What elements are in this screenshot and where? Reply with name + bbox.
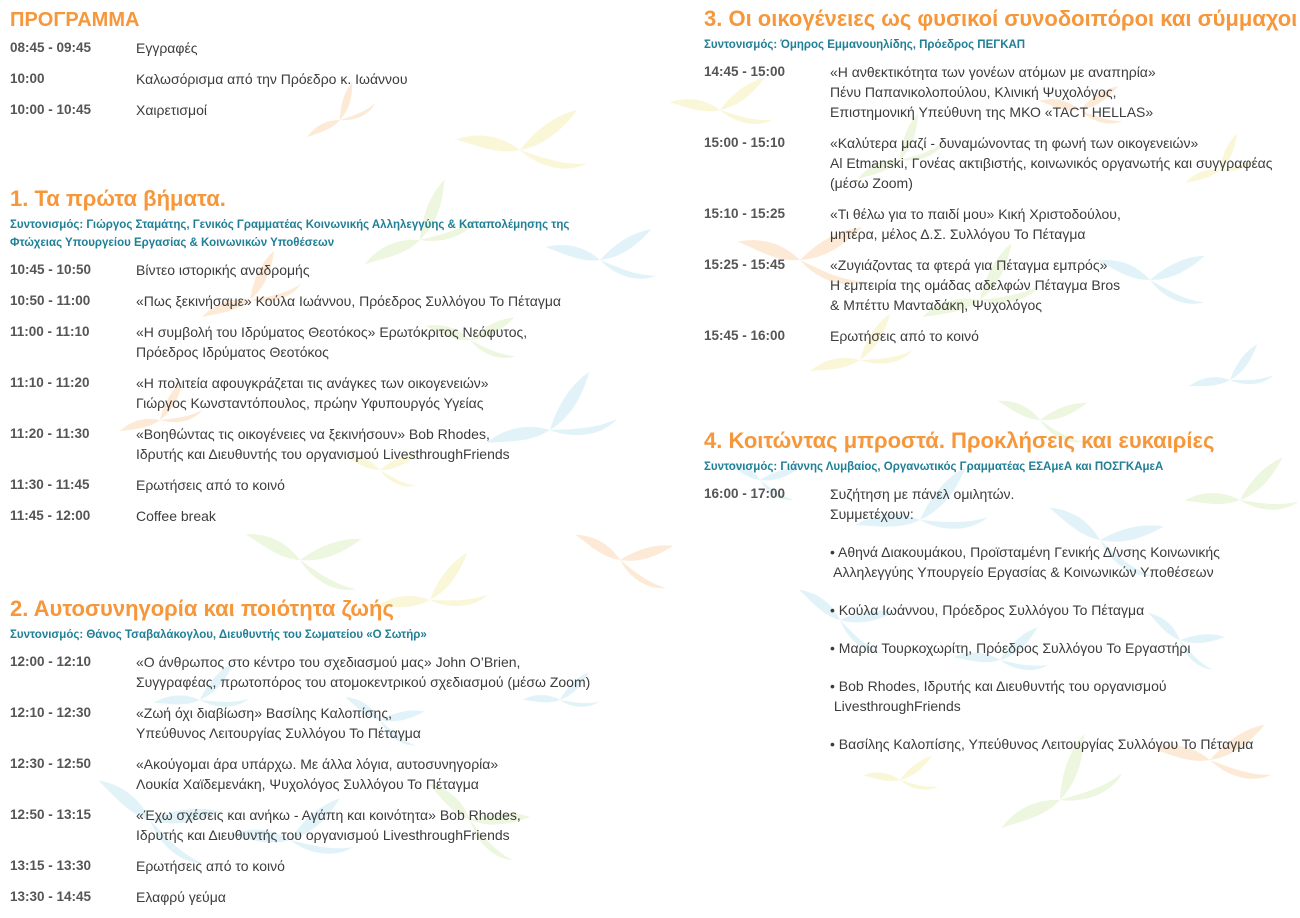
panel-speakers-list	[830, 542, 1300, 754]
panel-speaker-line: • Μαρία Τουρκοχωρίτη, Πρόεδρος Συλλόγου Το Εργαστήρι	[830, 640, 1191, 656]
schedule-row	[10, 38, 650, 58]
programme-section	[10, 8, 650, 131]
session-line: Χαιρετισμοί	[136, 102, 207, 118]
schedule-row	[704, 484, 1300, 524]
session-time: 12:30 - 12:50	[10, 756, 92, 771]
session-time: 12:00 - 12:10	[10, 654, 92, 669]
session-line: Βίντεο ιστορικής αναδρομής	[136, 262, 310, 278]
schedule-row	[10, 69, 650, 89]
schedule-row	[10, 506, 650, 526]
session-description	[136, 424, 650, 464]
session-time: 14:45 - 15:00	[704, 64, 786, 79]
session-description	[136, 100, 650, 120]
session-description	[136, 856, 650, 876]
section-1-title: 1. Τα πρώτα βήματα.	[10, 186, 226, 211]
session-description	[136, 652, 650, 692]
section-4	[704, 428, 1300, 772]
schedule-row	[704, 326, 1300, 346]
session-line: Συζήτηση με πάνελ ομιλητών.	[830, 486, 1015, 502]
schedule-row	[10, 373, 650, 413]
session-line: Ερωτήσεις από το κοινό	[830, 328, 979, 344]
schedule-row	[704, 204, 1300, 244]
session-line: «Η ανθεκτικότητα των γονέων ατόμων με αναπηρία»	[830, 64, 1156, 80]
session-line: «Ακούγομαι άρα υπάρχω. Με άλλα λόγια, αυτοσυνηγορία»	[136, 756, 499, 772]
session-line: Ιδρυτής και Διευθυντής του οργανισμού LivesthroughFriends	[136, 446, 510, 462]
session-time: 13:15 - 13:30	[10, 858, 92, 873]
session-line: «Έχω σχέσεις και ανήκω - Αγάπη και κοινότητα» Bob Rhodes,	[136, 807, 521, 823]
session-time: 12:50 - 13:15	[10, 807, 92, 822]
schedule-row	[10, 322, 650, 362]
schedule-row	[10, 424, 650, 464]
session-time: 12:10 - 12:30	[10, 705, 92, 720]
session-description	[136, 506, 650, 526]
session-line: «Τι θέλω για το παιδί μου» Κική Χριστοδούλου,	[830, 206, 1121, 222]
session-time: 13:30 - 14:45	[10, 889, 92, 904]
session-line: Συγγραφέας, πρωτοπόρος του ατομοκεντρικού σχεδιασμού (μέσω Zoom)	[136, 674, 591, 690]
session-time: 10:50 - 11:00	[10, 293, 91, 308]
section-2-title: 2. Αυτοσυνηγορία και ποιότητα ζωής	[10, 596, 394, 621]
session-line: Υπεύθυνος Λειτουργίας Συλλόγου Το Πέταγμα	[136, 725, 421, 741]
panel-speaker-line: • Αθηνά Διακουμάκου, Προϊσταμένη Γενικής Δ/νσης Κοινωνικής	[830, 544, 1220, 560]
schedule-row	[10, 805, 650, 845]
session-line: «Η πολιτεία αφουγκράζεται τις ανάγκες των οικογενειών»	[136, 375, 489, 391]
panel-speaker	[830, 542, 1300, 582]
session-line: Η εμπειρία της ομάδας αδελφών Πέταγμα Bros	[830, 277, 1121, 293]
programme-rows	[10, 38, 650, 120]
session-time: 11:00 - 11:10	[10, 324, 90, 339]
schedule-row	[704, 62, 1300, 122]
session-time: 15:25 - 15:45	[704, 257, 786, 272]
panel-speaker	[830, 600, 1300, 620]
session-description	[830, 255, 1300, 315]
moderator-line: Φτώχειας Υπουργείου Εργασίας & Κοινωνικών Υποθέσεων	[10, 237, 335, 249]
session-description	[136, 260, 650, 280]
session-line: Ιδρυτής και Διευθυντής του οργανισμού LivesthroughFriends	[136, 827, 510, 843]
section-4-rows	[704, 484, 1300, 524]
session-time: 10:00	[10, 71, 45, 86]
schedule-row	[704, 255, 1300, 315]
session-time: 10:00 - 10:45	[10, 102, 92, 117]
session-description	[136, 703, 650, 743]
session-line: «Ο άνθρωπος στο κέντρο του σχεδιασμού μας» John O’Brien,	[136, 654, 521, 670]
session-description	[136, 475, 650, 495]
section-3	[704, 6, 1300, 357]
session-description	[830, 62, 1300, 122]
section-3-moderation	[704, 36, 1300, 54]
session-line: Συμμετέχουν:	[830, 506, 914, 522]
session-line: & Μπέττυ Μανταδάκη, Ψυχολόγος	[830, 297, 1042, 313]
session-line: «Ζωή όχι διαβίωση» Βασίλης Καλοπίσης,	[136, 705, 392, 721]
session-description	[136, 291, 650, 311]
schedule-row	[10, 856, 650, 876]
schedule-row	[704, 133, 1300, 193]
session-description	[830, 133, 1300, 193]
schedule-row	[10, 475, 650, 495]
session-description	[136, 887, 650, 907]
session-line: Πένυ Παπανικολοπούλου, Κλινική Ψυχολόγος,	[830, 84, 1117, 100]
session-description	[136, 373, 650, 413]
section-1-moderation	[10, 216, 650, 252]
schedule-row	[10, 887, 650, 907]
session-time: 15:00 - 15:10	[704, 135, 786, 150]
moderator-line: Συντονισμός: Θάνος Τσαβαλάκογλου, Διευθυντής του Σωματείου «Ο Σωτήρ»	[10, 629, 427, 641]
session-line: «Ζυγιάζοντας τα φτερά για Πέταγμα εμπρός»	[830, 257, 1108, 273]
session-line: Ελαφρύ γεύμα	[136, 889, 226, 905]
section-4-moderation	[704, 458, 1300, 476]
panel-speaker	[830, 676, 1300, 716]
section-4-title: 4. Κοιτώντας μπροστά. Προκλήσεις και ευκαιρίες	[704, 428, 1215, 453]
moderator-line: Συντονισμός: Γιώργος Σταμάτης, Γενικός Γραμματέας Κοινωνικής Αλληλεγγύης & Καταπολέμησης της	[10, 219, 570, 231]
session-description	[830, 484, 1300, 524]
session-description	[830, 326, 1300, 346]
moderator-line: Συντονισμός: Όμηρος Εμμανουηλίδης, Πρόεδρος ΠΕΓΚΑΠ	[704, 39, 1026, 51]
panel-speaker-line: • Κούλα Ιωάννου, Πρόεδρος Συλλόγου Το Πέταγμα	[830, 602, 1145, 618]
panel-speaker-line: Αλληλεγγύης Υπουργείο Εργασίας & Κοινωνικών Υποθέσεων	[830, 564, 1214, 580]
panel-speaker	[830, 638, 1300, 658]
session-description	[136, 754, 650, 794]
panel-speaker	[830, 734, 1300, 754]
session-line: «Η συμβολή του Ιδρύματος Θεοτόκος» Ερωτόκριτος Νεόφυτος,	[136, 324, 528, 340]
session-line: (μέσω Zoom)	[830, 175, 913, 191]
programme-title: ΠΡΟΓΡΑΜΜΑ	[10, 9, 140, 31]
session-time: 11:45 - 12:00	[10, 508, 91, 523]
section-2-moderation	[10, 626, 650, 644]
session-line: Ερωτήσεις από το κοινό	[136, 477, 285, 493]
schedule-row	[10, 100, 650, 120]
session-line: Επιστημονική Υπεύθυνη της ΜΚΟ «TACT HELLAS»	[830, 104, 1154, 120]
session-description	[136, 805, 650, 845]
session-time: 11:10 - 11:20	[10, 375, 90, 390]
section-2	[10, 596, 650, 918]
section-3-rows	[704, 62, 1300, 346]
session-line: «Βοηθώντας τις οικογένειες να ξεκινήσουν» Bob Rhodes,	[136, 426, 490, 442]
session-line: Καλωσόρισμα από την Πρόεδρο κ. Ιωάννου	[136, 71, 408, 87]
session-line: «Καλύτερα μαζί - δυναμώνοντας τη φωνή των οικογενειών»	[830, 135, 1199, 151]
session-line: «Πως ξεκινήσαμε» Κούλα Ιωάννου, Πρόεδρος Συλλόγου Το Πέταγμα	[136, 293, 561, 309]
panel-speaker-line: • Bob Rhodes, Ιδρυτής και Διευθυντής του οργανισμού	[830, 678, 1167, 694]
session-line: Ερωτήσεις από το κοινό	[136, 858, 285, 874]
session-description	[136, 69, 650, 89]
session-time: 11:20 - 11:30	[10, 426, 90, 441]
session-time: 08:45 - 09:45	[10, 40, 92, 55]
panel-speaker-line: • Βασίλης Καλοπίσης, Υπεύθυνος Λειτουργίας Συλλόγου Το Πέταγμα	[830, 736, 1254, 752]
session-time: 10:45 - 10:50	[10, 262, 92, 277]
session-line: Πρόεδρος Ιδρύματος Θεοτόκος	[136, 344, 329, 360]
schedule-row	[10, 703, 650, 743]
session-time: 15:45 - 16:00	[704, 328, 786, 343]
session-line: Al Etmanski, Γονέας ακτιβιστής, κοινωνικός οργανωτής και συγγραφέας	[830, 155, 1273, 171]
section-1-rows	[10, 260, 650, 526]
session-description	[136, 322, 650, 362]
session-line: Γιώργος Κωνσταντόπουλος, πρώην Υφυπουργός Υγείας	[136, 395, 484, 411]
section-1	[10, 186, 650, 537]
session-time: 15:10 - 15:25	[704, 206, 786, 221]
session-description	[830, 204, 1300, 244]
moderator-line: Συντονισμός: Γιάννης Λυμβαίος, Οργανωτικός Γραμματέας ΕΣΑμεΑ και ΠΟΣΓΚΑμεΑ	[704, 461, 1164, 473]
schedule-row	[10, 754, 650, 794]
section-3-title: 3. Οι οικογένειες ως φυσικοί συνοδοιπόροι και σύμμαχοι	[704, 6, 1298, 31]
schedule-row	[10, 260, 650, 280]
session-time: 16:00 - 17:00	[704, 486, 786, 501]
session-line: μητέρα, μέλος Δ.Σ. Συλλόγου Το Πέταγμα	[830, 226, 1086, 242]
session-line: Coffee break	[136, 508, 216, 524]
session-time: 11:30 - 11:45	[10, 477, 90, 492]
schedule-row	[10, 652, 650, 692]
session-line: Εγγραφές	[136, 40, 198, 56]
session-line: Λουκία Χαϊδεμενάκη, Ψυχολόγος Συλλόγου Το Πέταγμα	[136, 776, 479, 792]
panel-speaker-line: LivesthroughFriends	[830, 698, 961, 714]
section-2-rows	[10, 652, 650, 907]
schedule-row	[10, 291, 650, 311]
session-description	[136, 38, 650, 58]
